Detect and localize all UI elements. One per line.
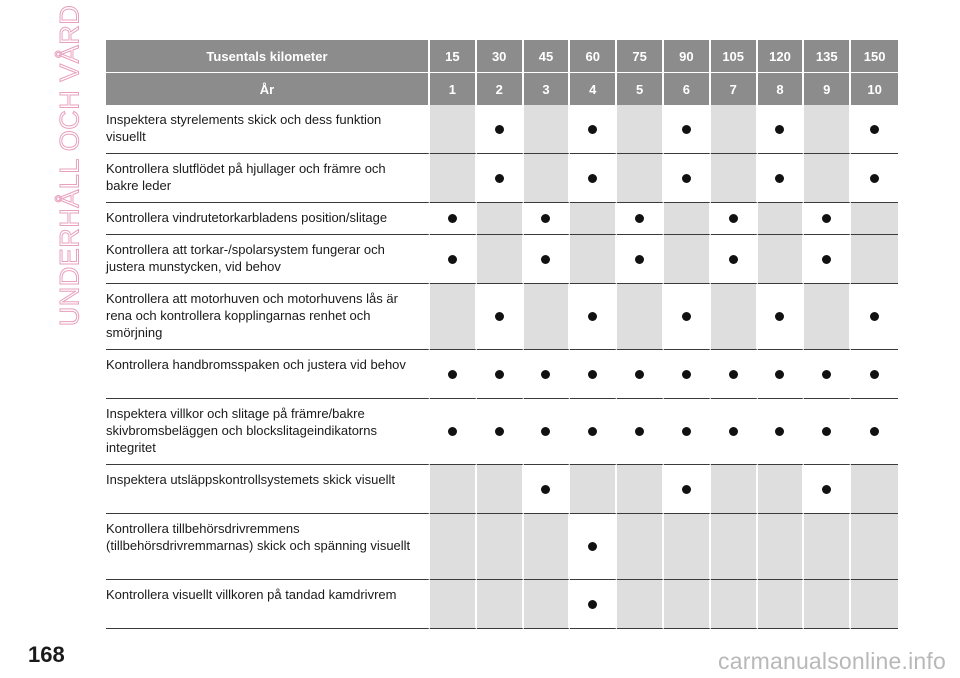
check-dot-icon xyxy=(775,370,784,379)
schedule-cell xyxy=(430,235,477,284)
schedule-cell xyxy=(570,154,617,203)
table-row xyxy=(106,350,898,399)
check-dot-icon xyxy=(682,427,691,436)
table-row xyxy=(106,514,898,580)
schedule-cell xyxy=(430,154,477,203)
check-dot-icon xyxy=(495,370,504,379)
schedule-cell xyxy=(617,235,664,284)
schedule-cell xyxy=(524,580,571,629)
schedule-cell xyxy=(758,154,805,203)
schedule-cell xyxy=(617,514,664,580)
maintenance-schedule-table xyxy=(106,40,898,629)
check-dot-icon xyxy=(541,427,550,436)
check-dot-icon xyxy=(822,485,831,494)
table-row xyxy=(106,105,898,154)
header-km-8: 120 xyxy=(758,40,805,73)
schedule-cell xyxy=(570,580,617,629)
schedule-cell xyxy=(804,235,851,284)
check-dot-icon xyxy=(870,125,879,134)
row-label: Kontrollera vindrutetorkarbladens position/slitage xyxy=(106,203,430,235)
schedule-cell xyxy=(711,105,758,154)
schedule-cell xyxy=(758,465,805,514)
schedule-cell xyxy=(804,203,851,235)
schedule-cell xyxy=(430,514,477,580)
schedule-cell xyxy=(524,284,571,350)
check-dot-icon xyxy=(775,174,784,183)
schedule-cell xyxy=(804,465,851,514)
check-dot-icon xyxy=(495,427,504,436)
header-km-3: 45 xyxy=(524,40,571,73)
header-km-6: 90 xyxy=(664,40,711,73)
header-year-5: 5 xyxy=(617,73,664,105)
schedule-cell xyxy=(617,399,664,465)
row-label: Inspektera utsläppskontrollsystemets skick visuellt xyxy=(106,465,430,514)
row-label: Kontrollera visuellt villkoren på tandad kamdrivrem xyxy=(106,580,430,629)
schedule-cell xyxy=(804,105,851,154)
check-dot-icon xyxy=(870,427,879,436)
schedule-cell xyxy=(617,105,664,154)
header-km-10: 150 xyxy=(851,40,898,73)
header-year-1: 1 xyxy=(430,73,477,105)
schedule-cell xyxy=(524,465,571,514)
check-dot-icon xyxy=(822,427,831,436)
schedule-cell xyxy=(430,203,477,235)
schedule-cell xyxy=(664,399,711,465)
schedule-cell xyxy=(477,235,524,284)
schedule-cell xyxy=(617,203,664,235)
header-km-4: 60 xyxy=(570,40,617,73)
check-dot-icon xyxy=(635,427,644,436)
schedule-cell xyxy=(711,580,758,629)
schedule-cell xyxy=(477,514,524,580)
schedule-cell xyxy=(711,350,758,399)
check-dot-icon xyxy=(870,312,879,321)
table-row xyxy=(106,465,898,514)
check-dot-icon xyxy=(588,600,597,609)
check-dot-icon xyxy=(588,174,597,183)
schedule-cell xyxy=(430,105,477,154)
watermark: carmanualsonline.info xyxy=(718,648,946,674)
schedule-cell xyxy=(851,105,898,154)
schedule-cell xyxy=(664,235,711,284)
check-dot-icon xyxy=(822,370,831,379)
header-year-8: 8 xyxy=(758,73,805,105)
schedule-cell xyxy=(617,580,664,629)
schedule-cell xyxy=(804,154,851,203)
schedule-cell xyxy=(758,235,805,284)
check-dot-icon xyxy=(729,214,738,223)
schedule-cell xyxy=(851,580,898,629)
schedule-cell xyxy=(804,350,851,399)
schedule-cell xyxy=(664,350,711,399)
header-km-label: Tusentals kilometer xyxy=(106,40,430,73)
schedule-cell xyxy=(524,105,571,154)
schedule-cell xyxy=(430,465,477,514)
schedule-cell xyxy=(758,399,805,465)
header-year-10: 10 xyxy=(851,73,898,105)
row-label: Kontrollera slutflödet på hjullager och främre och bakre leder xyxy=(106,154,430,203)
check-dot-icon xyxy=(588,427,597,436)
schedule-cell xyxy=(804,580,851,629)
table-row xyxy=(106,284,898,350)
row-label: Kontrollera att torkar-/spolarsystem fungerar och justera munstycken, vid behov xyxy=(106,235,430,284)
check-dot-icon xyxy=(588,370,597,379)
schedule-cell xyxy=(664,580,711,629)
header-year-6: 6 xyxy=(664,73,711,105)
schedule-cell xyxy=(851,399,898,465)
schedule-cell xyxy=(664,105,711,154)
table-row xyxy=(106,154,898,203)
schedule-cell xyxy=(477,154,524,203)
row-label: Inspektera styrelements skick och dess funktion visuellt xyxy=(106,105,430,154)
schedule-cell xyxy=(711,465,758,514)
check-dot-icon xyxy=(775,427,784,436)
check-dot-icon xyxy=(588,312,597,321)
row-label: Inspektera villkor och slitage på främre/bakre skivbromsbeläggen och blockslitageindikatorns integritet xyxy=(106,399,430,465)
header-year-label: År xyxy=(106,73,430,105)
row-label: Kontrollera tillbehörsdrivremmens (tillbehörsdrivremmarnas) skick och spänning visuellt xyxy=(106,514,430,580)
schedule-cell xyxy=(477,350,524,399)
row-label: Kontrollera att motorhuven och motorhuvens lås är rena och kontrollera kopplingarnas renhet och smörjning xyxy=(106,284,430,350)
schedule-cell xyxy=(851,235,898,284)
check-dot-icon xyxy=(541,370,550,379)
check-dot-icon xyxy=(682,485,691,494)
schedule-cell xyxy=(711,514,758,580)
check-dot-icon xyxy=(635,255,644,264)
schedule-cell xyxy=(851,465,898,514)
check-dot-icon xyxy=(448,214,457,223)
schedule-cell xyxy=(711,284,758,350)
check-dot-icon xyxy=(495,125,504,134)
check-dot-icon xyxy=(588,542,597,551)
check-dot-icon xyxy=(682,312,691,321)
table-row xyxy=(106,203,898,235)
schedule-cell xyxy=(477,284,524,350)
schedule-cell xyxy=(851,154,898,203)
schedule-cell xyxy=(851,350,898,399)
check-dot-icon xyxy=(495,174,504,183)
check-dot-icon xyxy=(822,255,831,264)
schedule-cell xyxy=(524,399,571,465)
header-row-year xyxy=(106,73,898,105)
schedule-cell xyxy=(804,284,851,350)
section-title-text: UNDERHÅLL OCH VÅRD xyxy=(54,4,85,326)
check-dot-icon xyxy=(495,312,504,321)
header-km-2: 30 xyxy=(477,40,524,73)
header-year-3: 3 xyxy=(524,73,571,105)
schedule-cell xyxy=(758,514,805,580)
page-number: 168 xyxy=(28,642,65,667)
schedule-cell xyxy=(570,284,617,350)
check-dot-icon xyxy=(541,214,550,223)
schedule-cell xyxy=(664,203,711,235)
schedule-cell xyxy=(570,235,617,284)
schedule-cell xyxy=(570,465,617,514)
schedule-cell xyxy=(617,465,664,514)
schedule-cell xyxy=(711,154,758,203)
check-dot-icon xyxy=(448,427,457,436)
check-dot-icon xyxy=(682,125,691,134)
check-dot-icon xyxy=(635,370,644,379)
schedule-cell xyxy=(570,105,617,154)
schedule-cell xyxy=(477,399,524,465)
schedule-cell xyxy=(430,580,477,629)
schedule-cell xyxy=(617,154,664,203)
schedule-cell xyxy=(430,399,477,465)
schedule-cell xyxy=(851,203,898,235)
schedule-cell xyxy=(664,465,711,514)
table-row xyxy=(106,235,898,284)
schedule-cell xyxy=(477,465,524,514)
section-title xyxy=(52,4,88,326)
schedule-cell xyxy=(430,350,477,399)
check-dot-icon xyxy=(541,485,550,494)
schedule-cell xyxy=(711,235,758,284)
schedule-cell xyxy=(851,514,898,580)
check-dot-icon xyxy=(822,214,831,223)
schedule-cell xyxy=(758,350,805,399)
table-row xyxy=(106,399,898,465)
schedule-cell xyxy=(664,284,711,350)
header-year-9: 9 xyxy=(804,73,851,105)
header-year-4: 4 xyxy=(570,73,617,105)
schedule-body xyxy=(106,105,898,629)
check-dot-icon xyxy=(870,174,879,183)
header-row-km xyxy=(106,40,898,73)
check-dot-icon xyxy=(775,125,784,134)
schedule-cell xyxy=(758,203,805,235)
check-dot-icon xyxy=(541,255,550,264)
schedule-cell xyxy=(477,105,524,154)
check-dot-icon xyxy=(448,370,457,379)
schedule-cell xyxy=(617,350,664,399)
check-dot-icon xyxy=(729,370,738,379)
schedule-cell xyxy=(711,203,758,235)
schedule-cell xyxy=(524,350,571,399)
schedule-cell xyxy=(804,399,851,465)
schedule-cell xyxy=(477,203,524,235)
check-dot-icon xyxy=(870,370,879,379)
check-dot-icon xyxy=(729,255,738,264)
check-dot-icon xyxy=(682,174,691,183)
check-dot-icon xyxy=(682,370,691,379)
header-km-1: 15 xyxy=(430,40,477,73)
schedule-cell xyxy=(524,514,571,580)
schedule-cell xyxy=(664,154,711,203)
check-dot-icon xyxy=(775,312,784,321)
header-year-2: 2 xyxy=(477,73,524,105)
schedule-cell xyxy=(617,284,664,350)
schedule-cell xyxy=(524,235,571,284)
check-dot-icon xyxy=(729,427,738,436)
check-dot-icon xyxy=(588,125,597,134)
header-km-5: 75 xyxy=(617,40,664,73)
schedule-cell xyxy=(430,284,477,350)
schedule-cell xyxy=(570,203,617,235)
schedule-cell xyxy=(758,284,805,350)
schedule-cell xyxy=(570,514,617,580)
table-row xyxy=(106,580,898,629)
schedule-cell xyxy=(711,399,758,465)
check-dot-icon xyxy=(448,255,457,264)
schedule-cell xyxy=(524,154,571,203)
schedule-cell xyxy=(477,580,524,629)
schedule-cell xyxy=(758,105,805,154)
schedule-cell xyxy=(664,514,711,580)
schedule-cell xyxy=(524,203,571,235)
check-dot-icon xyxy=(635,214,644,223)
schedule-cell xyxy=(570,350,617,399)
header-km-9: 135 xyxy=(804,40,851,73)
schedule-cell xyxy=(758,580,805,629)
schedule-cell xyxy=(804,514,851,580)
header-year-7: 7 xyxy=(711,73,758,105)
header-km-7: 105 xyxy=(711,40,758,73)
row-label: Kontrollera handbromsspaken och justera vid behov xyxy=(106,350,430,399)
schedule-cell xyxy=(851,284,898,350)
schedule-cell xyxy=(570,399,617,465)
